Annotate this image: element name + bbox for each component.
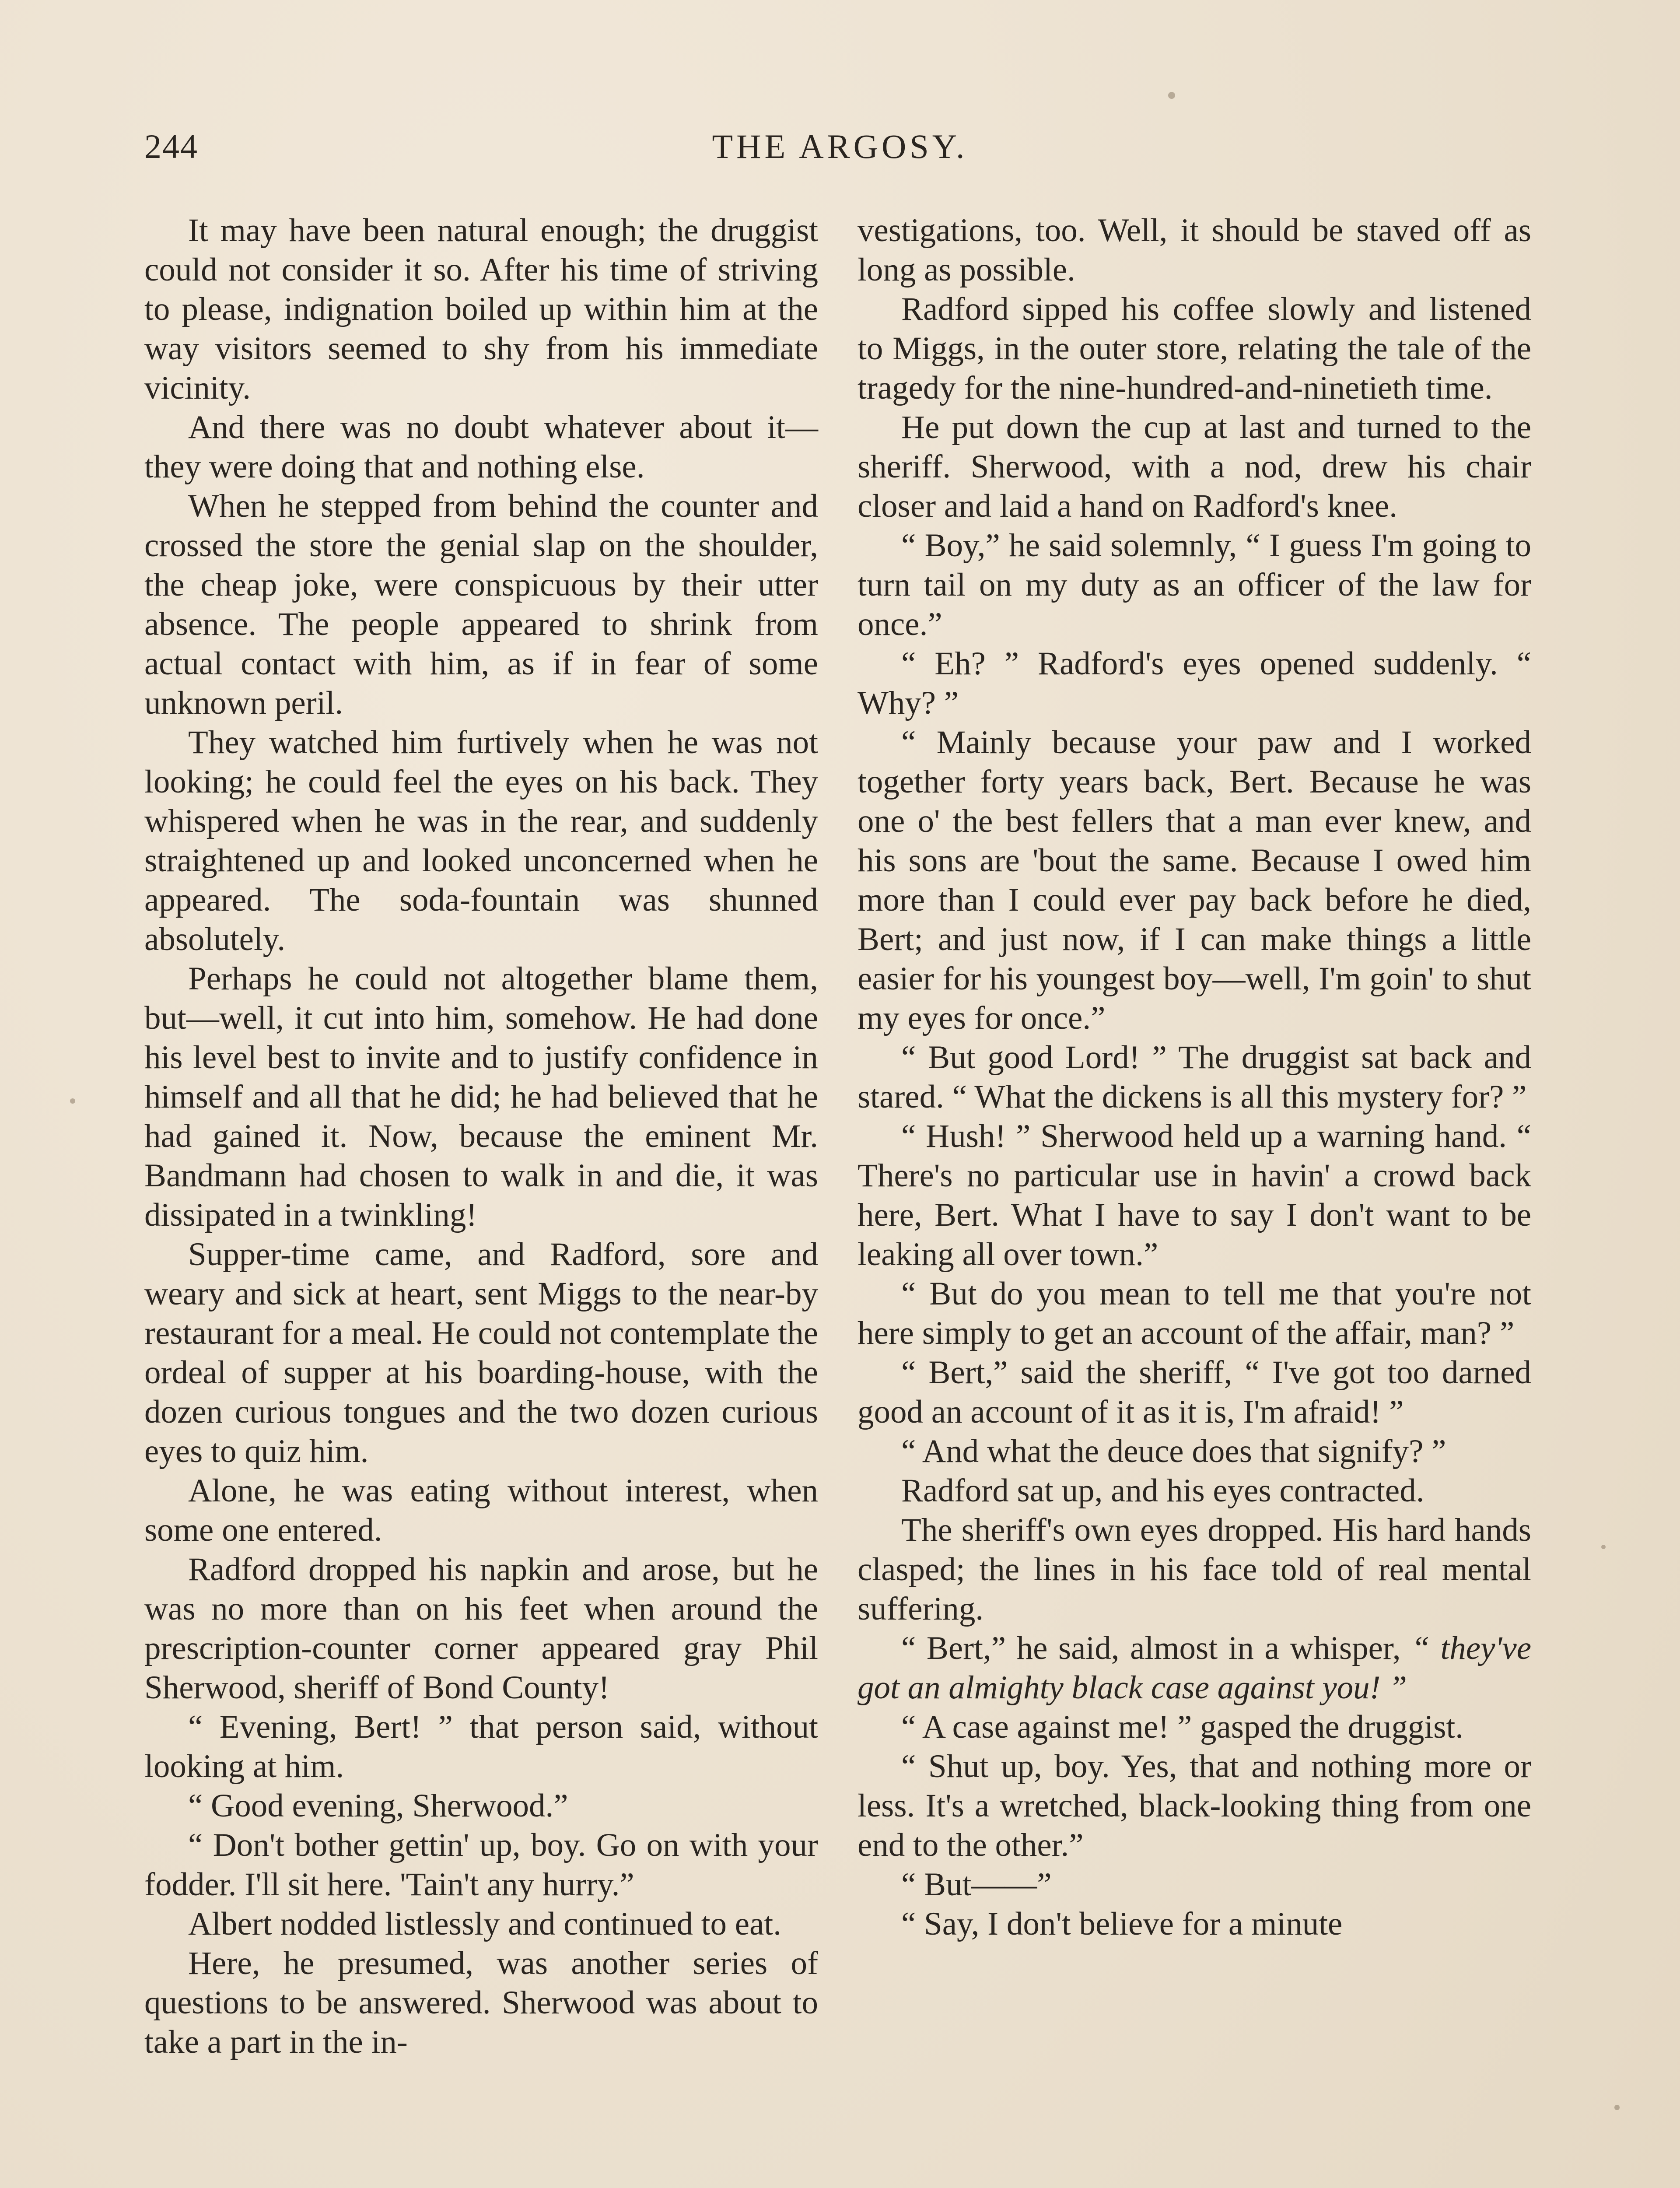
page-number: 244 [144, 127, 198, 165]
paragraph: Supper-time came, and Radford, sore and weary and sick at heart, sent Miggs to the near-by restaurant for a meal. He could not contemplate the ordeal of supper at his boarding-house, with the dozen curious tongues and the two dozen curious eyes to quiz him. [144, 1236, 818, 1469]
paragraph: And there was no doubt whatever about it—they were doing that and nothing else. [144, 409, 818, 485]
paragraph: “ Don't bother gettin' up, boy. Go on with your fodder. I'll sit here. 'Tain't any hurry.” [144, 1827, 818, 1903]
paper-speck [1601, 1545, 1606, 1549]
paragraph: “ A case against me! ” gasped the druggist. [901, 1709, 1464, 1745]
paragraph: He put down the cup at last and turned to the sheriff. Sherwood, with a nod, drew his chair closer and laid a hand on Radford's knee. [858, 409, 1531, 524]
running-title: THE ARGOSY. [712, 127, 968, 165]
paragraph: “ Good evening, Sherwood.” [188, 1788, 568, 1824]
paragraph: “ And what the deuce does that signify? ” [901, 1433, 1446, 1469]
paragraph: “ But——” [901, 1866, 1052, 1903]
paragraph: “ Shut up, boy. Yes, that and nothing more or less. It's a wretched, black-looking thing from one end to the other.” [858, 1748, 1531, 1863]
paper-speck [70, 1098, 75, 1104]
continued-paragraph: vestigations, too. Well, it should be staved off as long as possible. [858, 212, 1531, 288]
left-column [144, 211, 818, 2062]
paragraph: “ Say, I don't believe for a minute [901, 1906, 1343, 1942]
paragraph: Here, he presumed, was another series of questions to be answered. Sherwood was about to take a part in the in- [144, 1945, 818, 2060]
paragraph: “ But do you mean to tell me that you're not here simply to get an account of the affair, man? ” [858, 1276, 1531, 1351]
paragraph: “ Mainly because your paw and I worked together forty years back, Bert. Because he was one o' the best fellers that a man ever knew, and his sons are 'bout the same. Because I owed him more than I could ever pay back before he died, Bert; and just now, if I can make things a little easier for his youngest boy—well, I'm goin' to shut my eyes for once.” [858, 724, 1531, 1036]
paragraph: “ Hush! ” Sherwood held up a warning hand. “ There's no particular use in havin' a crowd back here, Bert. What I have to say I don't want to be leaking all over town.” [858, 1118, 1531, 1273]
paragraph: It may have been natural enough; the druggist could not consider it so. After his time of striving to please, indignation boiled up within him at the way visitors seemed to shy from his immediate vicinity. [144, 212, 818, 406]
paragraph: Radford dropped his napkin and arose, but he was no more than on his feet when around the prescription-counter corner appeared gray Phil Sherwood, sheriff of Bond County! [144, 1551, 818, 1706]
italic-quote: “ they've got an almighty black case against you! ” [858, 1630, 1532, 1706]
right-column [858, 211, 1531, 1944]
paragraph: “ Boy,” he said solemnly, “ I guess I'm going to turn tail on my duty as an officer of the law for once.” [858, 527, 1531, 642]
paragraph: Alone, he was eating without interest, when some one entered. [144, 1473, 818, 1548]
paragraph: “ Eh? ” Radford's eyes opened suddenly. “ Why? ” [858, 645, 1531, 721]
paragraph-with-italic [858, 1629, 1531, 1708]
paragraph: Albert nodded listlessly and continued to eat. [188, 1906, 781, 1942]
paragraph: They watched him furtively when he was not looking; he could feel the eyes on his back. They whispered when he was in the rear, and suddenly straightened up and looked unconcerned when he appeared. The soda-fountain was shunned absolutely. [144, 724, 818, 957]
paragraph: “ But good Lord! ” The druggist sat back and stared. “ What the dickens is all this mystery for? ” [858, 1039, 1531, 1115]
paragraph: Perhaps he could not altogether blame them, but—well, it cut into him, somehow. He had done his level best to invite and to justify confidence in himself and all that he did; he had believed that he had gained it. Now, because the eminent Mr. Bandmann had chosen to walk in and die, it was dissipated in a twinkling! [144, 961, 818, 1233]
paragraph: The sheriff's own eyes dropped. His hard hands clasped; the lines in his face told of real mental suffering. [858, 1512, 1531, 1627]
whisper-lead: “ Bert,” he said, almost in a whisper, [901, 1630, 1401, 1666]
paper-speck [1168, 92, 1175, 99]
paragraph: “ Bert,” said the sheriff, “ I've got too darned good an account of it as it is, I'm afraid! ” [858, 1354, 1531, 1430]
paragraph: Radford sipped his coffee slowly and listened to Miggs, in the outer store, relating the tale of the tragedy for the nine-hundred-and-ninetieth time. [858, 291, 1531, 406]
paragraph: Radford sat up, and his eyes contracted. [901, 1473, 1424, 1509]
page-header [144, 127, 1536, 179]
paragraph: When he stepped from behind the counter and crossed the store the genial slap on the shoulder, the cheap joke, were conspicuous by their utter absence. The people appeared to shrink from actual contact with him, as if in fear of some unknown peril. [144, 488, 818, 721]
paper-speck [1614, 2105, 1620, 2110]
paragraph: “ Evening, Bert! ” that person said, without looking at him. [144, 1709, 818, 1785]
